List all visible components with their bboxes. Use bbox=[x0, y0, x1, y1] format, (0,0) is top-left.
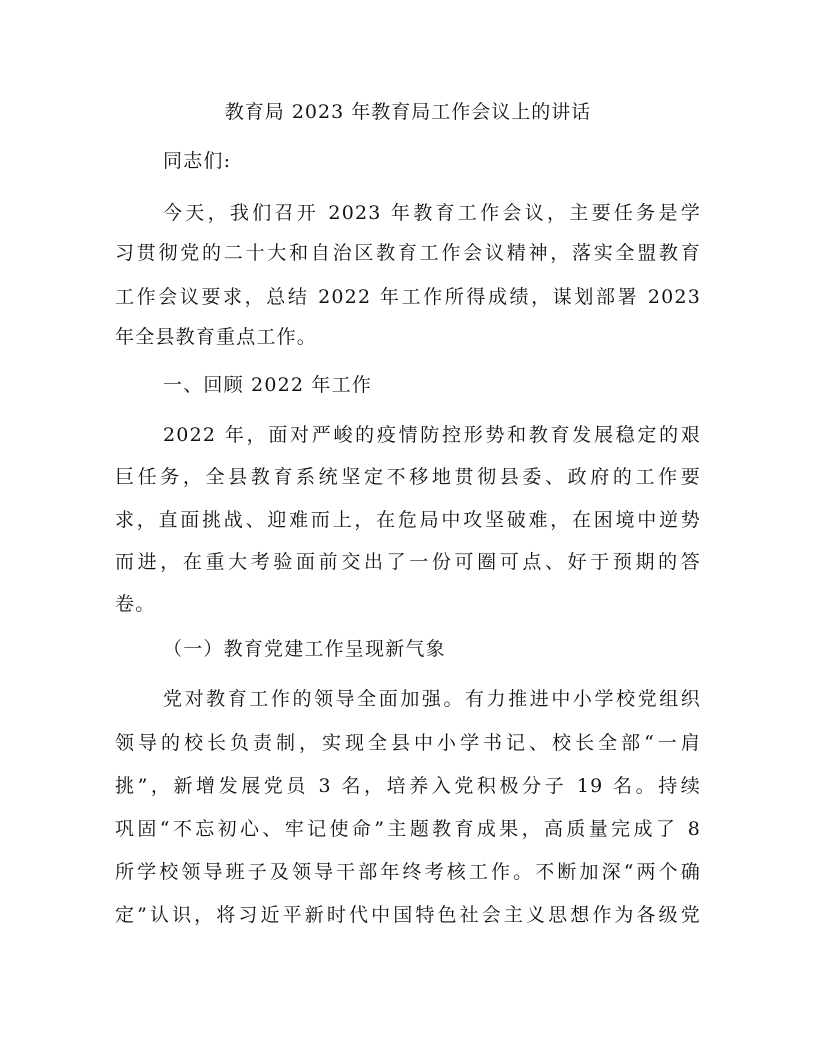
paragraph-line: 卷。 bbox=[115, 593, 156, 615]
paragraph-line: 巩固“不忘初心、牢记使命”主题教育成果，高质量完成了 8 bbox=[115, 818, 701, 840]
paragraph-line: 年全县教育重点工作。 bbox=[115, 326, 318, 348]
paragraph-line: 领导的校长负责制，实现全县中小学书记、校长全部“一肩 bbox=[115, 732, 701, 754]
section-heading: 一、回顾 2022 年工作 bbox=[163, 374, 373, 396]
paragraph-line: 定”认识，将习近平新时代中国特色社会主义思想作为各级党 bbox=[115, 904, 701, 926]
document-title: 教育局 2023 年教育局工作会议上的讲话 bbox=[224, 101, 592, 123]
paragraph-line: 习贯彻党的二十大和自治区教育工作会议精神，落实全盟教育 bbox=[115, 242, 701, 264]
paragraph-line: 今天，我们召开 2023 年教育工作会议，主要任务是学 bbox=[163, 202, 701, 224]
paragraph-line: 工作会议要求，总结 2022 年工作所得成绩，谋划部署 2023 bbox=[115, 286, 701, 308]
paragraph-line: 巨任务，全县教育系统坚定不移地贯彻县委、政府的工作要 bbox=[115, 466, 701, 488]
paragraph-line: 党对教育工作的领导全面加强。有力推进中小学校党组织 bbox=[163, 688, 701, 710]
paragraph-line: 求，直面挑战、迎难而上，在危局中攻坚破难，在困境中逆势 bbox=[115, 509, 701, 531]
paragraph-line: 所学校领导班子及领导干部年终考核工作。不断加深“两个确 bbox=[115, 861, 701, 883]
paragraph-line: 而进，在重大考验面前交出了一份可圈可点、好于预期的答 bbox=[115, 551, 701, 573]
paragraph-line: 2022 年，面对严峻的疫情防控形势和教育发展稳定的艰 bbox=[163, 424, 701, 446]
subsection-heading: （一）教育党建工作呈现新气象 bbox=[163, 638, 446, 660]
paragraph-line: 挑”，新增发展党员 3 名，培养入党积极分子 19 名。持续 bbox=[115, 775, 701, 797]
salutation: 同志们: bbox=[163, 150, 232, 172]
